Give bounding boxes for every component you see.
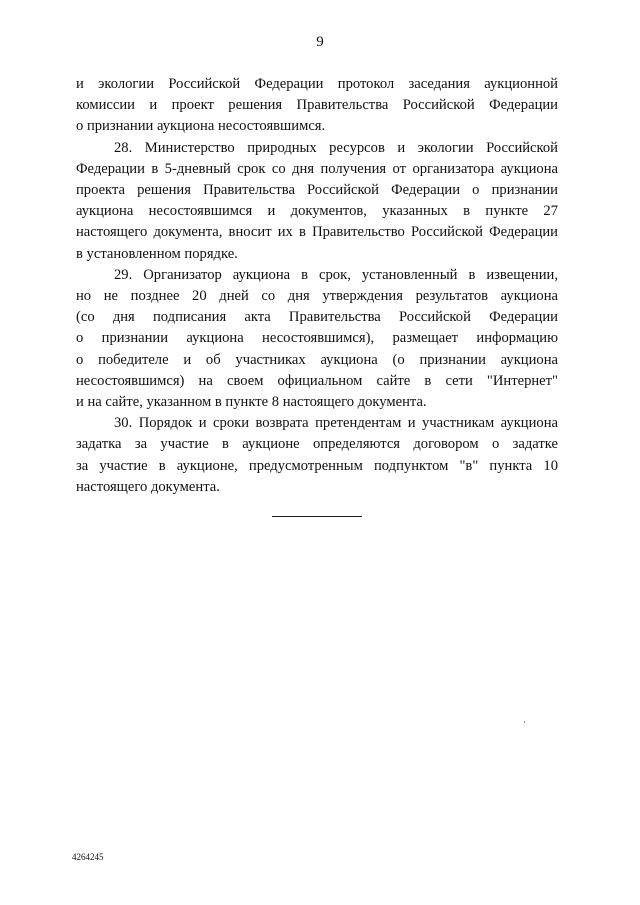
end-divider xyxy=(272,516,362,517)
paragraph-30 xyxy=(76,413,558,498)
text-line: о признании аукциона несостоявшимся), размещает информацию xyxy=(76,330,558,347)
scan-speck xyxy=(524,721,525,723)
document-code: 4264245 xyxy=(72,852,104,862)
paragraph-29 xyxy=(76,265,558,413)
paragraph-continuation xyxy=(76,74,558,138)
text-line: аукциона несостоявшимся и документов, указанных в пункте 27 xyxy=(76,203,558,220)
text-line: и экологии Российской Федерации протокол заседания аукционной xyxy=(76,76,558,92)
text-line: настоящего документа. xyxy=(76,478,220,495)
page-number: 9 xyxy=(316,34,324,50)
text-line: проекта решения Правительства Российской Федерации о признании xyxy=(76,182,558,199)
text-line: задатка за участие в аукционе определяются договором о задатке xyxy=(76,436,558,453)
text-line: несостоявшимся) на своем официальном сайте в сети "Интернет" xyxy=(76,372,558,389)
text-line: 29. Организатор аукциона в срок, установленный в извещении, xyxy=(114,266,558,283)
document-body xyxy=(76,74,558,498)
text-line: за участие в аукционе, предусмотренным подпунктом "в" пункта 10 xyxy=(76,457,558,474)
text-line: о признании аукциона несостоявшимся. xyxy=(76,118,326,135)
text-line: но не позднее 20 дней со дня утверждения результатов аукциона xyxy=(76,288,558,305)
paragraph-28 xyxy=(76,138,558,265)
text-line: 30. Порядок и сроки возврата претендентам и участникам аукциона xyxy=(114,415,558,432)
text-line: (со дня подписания акта Правительства Российской Федерации xyxy=(76,309,558,326)
text-line: комиссии и проект решения Правительства Российской Федерации xyxy=(76,97,558,114)
text-line: о победителе и об участниках аукциона (о признании аукциона xyxy=(76,351,558,368)
text-line: Федерации в 5-дневный срок со дня получения от организатора аукциона xyxy=(76,160,558,177)
text-line: 28. Министерство природных ресурсов и экологии Российской xyxy=(114,139,558,156)
text-line: настоящего документа, вносит их в Правительство Российской Федерации xyxy=(76,224,558,241)
text-line: и на сайте, указанном в пункте 8 настоящего документа. xyxy=(76,394,427,411)
text-line: в установленном порядке. xyxy=(76,245,238,262)
